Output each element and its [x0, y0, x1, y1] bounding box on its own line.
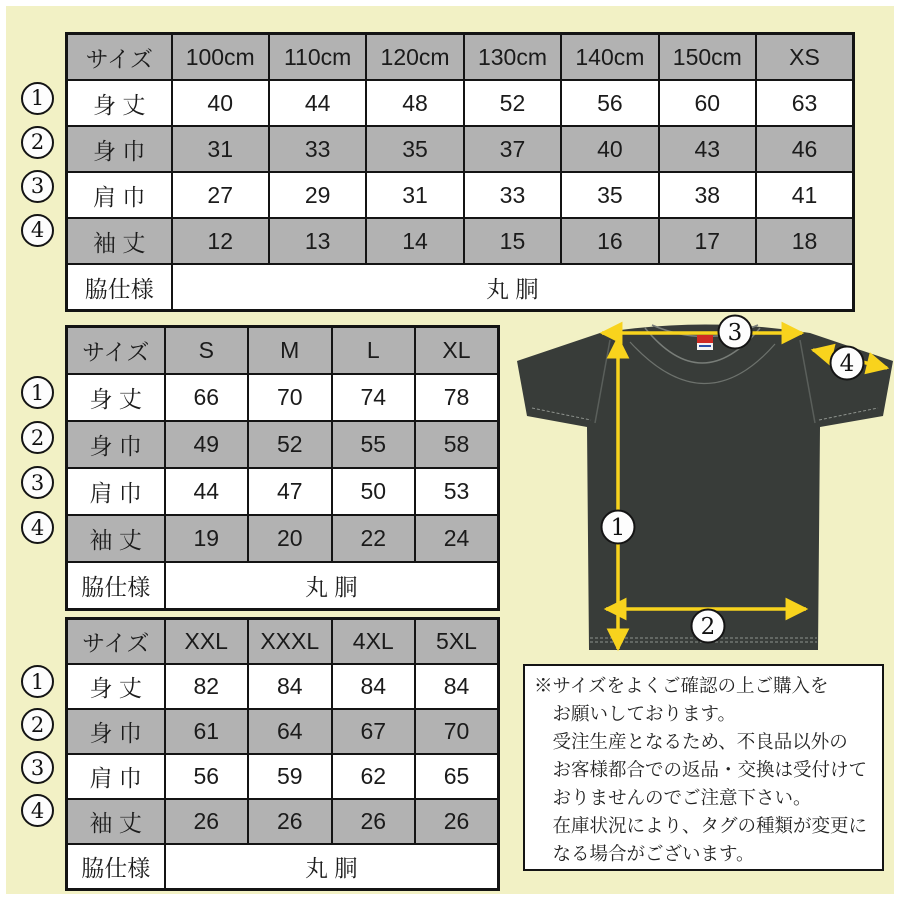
marker-number-3: 3: [727, 320, 743, 346]
tshirt-measurement-diagram: [510, 312, 900, 660]
footer-label: 脇仕様: [67, 844, 165, 890]
measurement-cell: 26: [248, 799, 332, 844]
measurement-cell: 40: [172, 80, 269, 126]
marker-number-2: 2: [700, 614, 716, 640]
circled-number-slot: [15, 703, 60, 746]
measurement-cell: 26: [415, 799, 499, 844]
column-header: 5XL: [415, 619, 499, 665]
circled-number-1: 1: [21, 665, 54, 698]
circled-number-slot: [15, 76, 60, 120]
adult-size-table: [65, 325, 500, 611]
measurement-cell: 19: [165, 515, 249, 562]
note-line: おりませんのでご注意下さい。: [552, 787, 812, 808]
column-header: 110cm: [269, 34, 366, 81]
measurement-cell: 46: [756, 126, 853, 172]
measurement-cell: 40: [561, 126, 658, 172]
kids-size-table-block: [15, 32, 855, 312]
measurement-cell: 64: [248, 709, 332, 754]
row-label: 身 巾: [67, 421, 165, 468]
measurement-cell: 60: [659, 80, 756, 126]
column-header: 120cm: [366, 34, 463, 81]
table-row: [67, 709, 499, 754]
row-label: 袖 丈: [67, 218, 172, 264]
header-row: [67, 34, 854, 81]
measurement-cell: 44: [165, 468, 249, 515]
footer-label: 脇仕様: [67, 562, 165, 610]
measurement-cell: 84: [415, 664, 499, 709]
circled-number-1: 1: [21, 376, 54, 409]
measurement-cell: 33: [269, 126, 366, 172]
measurement-cell: 47: [248, 468, 332, 515]
table-row: [67, 754, 499, 799]
measurement-cell: 84: [332, 664, 416, 709]
header-row: [67, 619, 499, 665]
note-line: ※サイズをよくご確認の上ご購入を: [534, 675, 829, 696]
column-header: 140cm: [561, 34, 658, 81]
circled-number-slot: [15, 164, 60, 208]
marker-number-1: 1: [610, 515, 626, 541]
footer-label: 脇仕様: [67, 264, 172, 311]
measurement-cell: 43: [659, 126, 756, 172]
circled-number-slot: [15, 746, 60, 789]
row-label: 肩 巾: [67, 468, 165, 515]
measurement-cell: 37: [464, 126, 561, 172]
column-header: XS: [756, 34, 853, 81]
table-row: [67, 80, 854, 126]
table-row: [67, 799, 499, 844]
circled-number-column: [15, 617, 60, 832]
footer-value: 丸 胴: [165, 562, 499, 610]
column-header: XXL: [165, 619, 249, 665]
footer-row: [67, 562, 499, 610]
header-row: [67, 327, 499, 375]
column-header: M: [248, 327, 332, 375]
size-header-cell: サイズ: [67, 34, 172, 81]
table-row: [67, 218, 854, 264]
table-row: [67, 172, 854, 218]
measurement-cell: 24: [415, 515, 499, 562]
row-label: 身 丈: [67, 80, 172, 126]
column-header: L: [332, 327, 416, 375]
footer-value: 丸 胴: [165, 844, 499, 890]
row-label: 身 丈: [67, 374, 165, 421]
note-line: お客様都合での返品・交換は受付けて: [552, 759, 868, 780]
table-row: [67, 421, 499, 468]
circled-number-slot: [15, 789, 60, 832]
measurement-cell: 35: [561, 172, 658, 218]
measurement-cell: 82: [165, 664, 249, 709]
table-row: [67, 126, 854, 172]
table-row: [67, 374, 499, 421]
circled-number-1: 1: [21, 82, 54, 115]
kids-size-table: [65, 32, 855, 312]
note-box: [523, 664, 884, 871]
measurement-cell: 52: [464, 80, 561, 126]
footer-value: 丸 胴: [172, 264, 854, 311]
note-line: お願いしております。: [552, 703, 737, 724]
measurement-cell: 66: [165, 374, 249, 421]
size-header-cell: サイズ: [67, 327, 165, 375]
measurement-cell: 33: [464, 172, 561, 218]
measurement-cell: 15: [464, 218, 561, 264]
footer-row: [67, 844, 499, 890]
size-header-cell: サイズ: [67, 619, 165, 665]
measurement-cell: 53: [415, 468, 499, 515]
circled-number-column: [15, 32, 60, 252]
measurement-cell: 48: [366, 80, 463, 126]
row-label: 身 巾: [67, 126, 172, 172]
footer-row: [67, 264, 854, 311]
circled-number-slot: [15, 120, 60, 164]
measurement-cell: 31: [366, 172, 463, 218]
measurement-cell: 44: [269, 80, 366, 126]
measurement-cell: 14: [366, 218, 463, 264]
measurement-cell: 20: [248, 515, 332, 562]
column-header: XXXL: [248, 619, 332, 665]
row-label: 袖 丈: [67, 515, 165, 562]
column-header: 130cm: [464, 34, 561, 81]
adult-size-table-block: [15, 325, 500, 611]
measurement-cell: 70: [248, 374, 332, 421]
circled-number-4: 4: [21, 214, 54, 247]
measurement-cell: 63: [756, 80, 853, 126]
circled-number-slot: [15, 460, 60, 505]
circled-number-slot: [15, 505, 60, 550]
measurement-cell: 13: [269, 218, 366, 264]
measurement-cell: 49: [165, 421, 249, 468]
measurement-cell: 26: [165, 799, 249, 844]
large-size-table-block: [15, 617, 500, 891]
measurement-cell: 12: [172, 218, 269, 264]
circled-number-slot: [15, 208, 60, 252]
circled-number-3: 3: [21, 466, 54, 499]
measurement-cell: 61: [165, 709, 249, 754]
brand-tag-icon: [697, 335, 713, 350]
measurement-cell: 35: [366, 126, 463, 172]
row-label: 袖 丈: [67, 799, 165, 844]
table-row: [67, 515, 499, 562]
circled-number-3: 3: [21, 170, 54, 203]
circled-number-2: 2: [21, 421, 54, 454]
measurement-cell: 70: [415, 709, 499, 754]
measurement-cell: 52: [248, 421, 332, 468]
measurement-cell: 16: [561, 218, 658, 264]
measurement-cell: 50: [332, 468, 416, 515]
measurement-cell: 26: [332, 799, 416, 844]
measurement-cell: 17: [659, 218, 756, 264]
measurement-cell: 74: [332, 374, 416, 421]
table-row: [67, 468, 499, 515]
measurement-cell: 58: [415, 421, 499, 468]
measurement-cell: 65: [415, 754, 499, 799]
column-header: XL: [415, 327, 499, 375]
row-label: 身 巾: [67, 709, 165, 754]
column-header: 4XL: [332, 619, 416, 665]
circled-number-4: 4: [21, 794, 54, 827]
column-header: 100cm: [172, 34, 269, 81]
circled-number-3: 3: [21, 751, 54, 784]
measurement-cell: 38: [659, 172, 756, 218]
circled-number-2: 2: [21, 708, 54, 741]
measurement-cell: 62: [332, 754, 416, 799]
column-header: 150cm: [659, 34, 756, 81]
circled-number-slot: [15, 415, 60, 460]
measurement-cell: 78: [415, 374, 499, 421]
column-header: S: [165, 327, 249, 375]
marker-number-4: 4: [839, 351, 855, 377]
row-label: 身 丈: [67, 664, 165, 709]
measurement-cell: 22: [332, 515, 416, 562]
row-label: 肩 巾: [67, 172, 172, 218]
large-size-table: [65, 617, 500, 891]
note-line: 受注生産となるため、不良品以外の: [552, 731, 848, 752]
measurement-cell: 18: [756, 218, 853, 264]
row-label: 肩 巾: [67, 754, 165, 799]
measurement-cell: 56: [561, 80, 658, 126]
circled-number-slot: [15, 370, 60, 415]
circled-number-2: 2: [21, 126, 54, 159]
measurement-cell: 31: [172, 126, 269, 172]
measurement-cell: 55: [332, 421, 416, 468]
measurement-cell: 29: [269, 172, 366, 218]
circled-number-column: [15, 325, 60, 550]
table-row: [67, 664, 499, 709]
measurement-cell: 84: [248, 664, 332, 709]
measurement-cell: 27: [172, 172, 269, 218]
measurement-cell: 41: [756, 172, 853, 218]
circled-number-4: 4: [21, 511, 54, 544]
measurement-cell: 59: [248, 754, 332, 799]
circled-number-slot: [15, 660, 60, 703]
note-line: なる場合がございます。: [552, 843, 755, 864]
measurement-cell: 67: [332, 709, 416, 754]
note-line: 在庫状況により、タグの種類が変更に: [552, 815, 868, 836]
measurement-cell: 56: [165, 754, 249, 799]
